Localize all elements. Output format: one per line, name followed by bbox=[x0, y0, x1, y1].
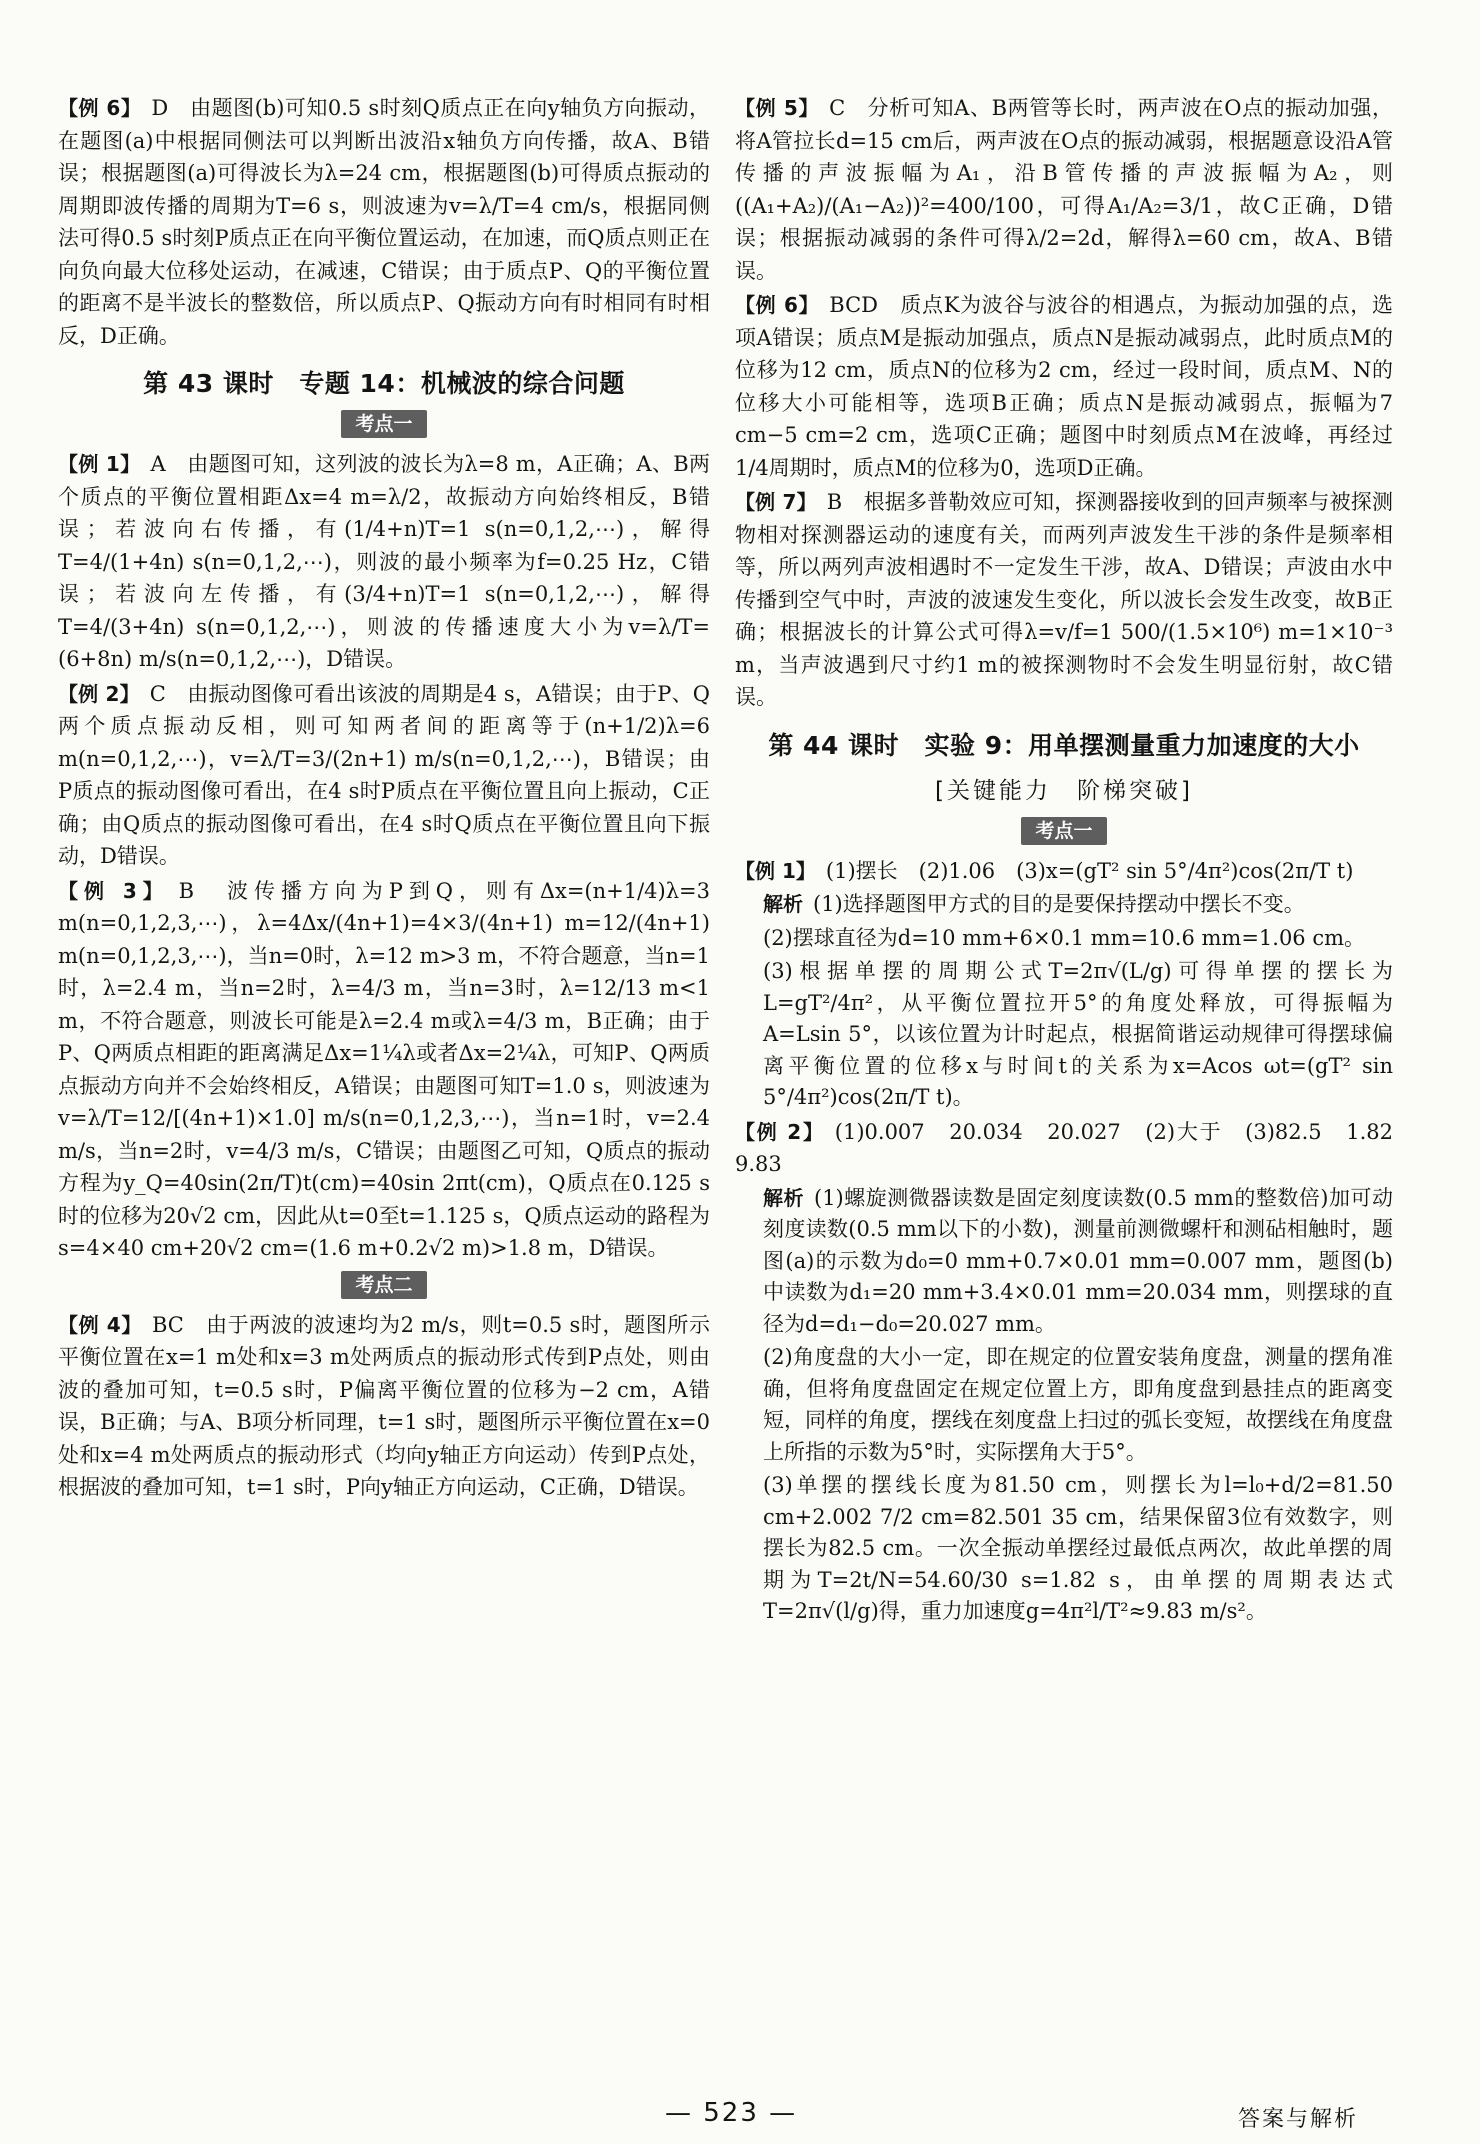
analysis-label: 解析 bbox=[763, 1185, 804, 1210]
lesson-43-title: 第 43 课时 专题 14：机械波的综合问题 bbox=[143, 369, 625, 398]
example-6-answer bbox=[58, 92, 710, 352]
analysis-text: (1)选择题图甲方式的目的是要保持摆动中摆长不变。 bbox=[813, 892, 1305, 916]
example-label: 【例 6】 bbox=[735, 293, 820, 317]
example-2-answer bbox=[735, 1116, 1414, 1181]
example-4-answer bbox=[58, 1309, 710, 1504]
example-7-answer bbox=[735, 486, 1393, 714]
example-label: 【例 1】 bbox=[58, 452, 141, 476]
example-5-answer bbox=[735, 92, 1393, 287]
example-text: B 波传播方向为P到Q，则有Δx=(n+1/4)λ=3 m(n=0,1,2,3,⋯)，λ=4Δx/(4n+1)=4×3/(4n+1) m=12/(4n+1) m(n=0,1,2,3,⋯)，当n=0时，λ=12 m>3 m，不符合题意，当n=1时，λ=2.4 m，当n=2时，λ=4/3 m，当n=3时，λ=12/13 m<1 m，不符合题意，则波长可能是λ=2.4 m或λ=4/3 m，B正确；由于P、Q两质点相距的距离满足Δx=1¼λ或者Δx=2¼λ，可知P、Q两质点振动方向并不会始终相反，A错误；由题图可知T=1.0 s，则波速为v=λ/T=12/[(4n+1)×1.0] m/s(n=0,1,2,3,⋯)，当n=1时，v=2.4 m/s，当n=2时，v=4/3 m/s，C错误；由题图乙可知，Q质点的振动方程为y_Q=40sin(2π/T)t(cm)=40sin 2πt(cm)，Q质点在0.125 s时的位移为20√2 cm，因此从t=0至t=1.125 s，Q质点运动的路程为s=4×40 cm+20√2 cm=(1.6 m+0.2√2 m)>1.8 m，D错误。 bbox=[58, 878, 711, 1260]
section-subtitle: [关键能力 阶梯突破] bbox=[935, 777, 1193, 804]
analysis-paragraph: (2)摆球直径为d=10 mm+6×0.1 mm=10.6 mm=1.06 cm。 bbox=[763, 925, 1366, 950]
lesson-44-title: 第 44 课时 实验 9：用单摆测量重力加速度的大小 bbox=[768, 730, 1360, 760]
example-label: 【例 6】 bbox=[58, 96, 142, 120]
example-6-answer bbox=[735, 289, 1393, 484]
example-text: D 由题图(b)可知0.5 s时刻Q质点正在向y轴负方向振动，在题图(a)中根据同侧法可以判断出波沿x轴负方向传播，故A、B错误；根据题图(a)可得波长为λ=24 cm，根据题图(b)可得质点振动的周期即波传播的周期为T=6 s，则波速为v=λ/T=4 cm/s，根据同侧法可得0.5 s时刻P质点正在向平衡位置运动，在加速，而Q质点则正在向负向最大位移处运动，在减速，C错误；由于质点P、Q的平衡位置的距离不是半波长的整数倍，所以质点P、Q振动方向有时相同有时相反，D正确。 bbox=[58, 96, 711, 348]
analysis-label: 解析 bbox=[763, 892, 803, 916]
example-text: B 根据多普勒效应可知，探测器接收到的回声频率与被探测物相对探测器运动的速度有关，而两列声波发生干涉的条件是频率相等，所以两列声波相遇时不一定发生干涉，故A、D错误；声波由水中传播到空气中时，声波的波速发生变化，所以波长会发生改变，故B正确；根据波长的计算公式可得λ=v/f=1 500/(1.5×10⁶) m=1×10⁻³ m，当声波遇到尺寸约1 m的被探测物时不会发生明显衍射，故C错误。 bbox=[735, 490, 1393, 709]
right-column bbox=[735, 92, 1414, 1630]
example-1-answer bbox=[735, 855, 1393, 888]
example-text: A 由题图可知，这列波的波长为λ=8 m，A正确；A、B两个质点的平衡位置相距Δx=4 m=λ/2，故振动方向始终相反，B错误；若波向右传播，有(1/4+n)T=1 s(n=0,1,2,⋯)，解得T=4/(1+4n) s(n=0,1,2,⋯)，则波的最小频率为f=0.25 Hz，C错误；若波向左传播，有(3/4+n)T=1 s(n=0,1,2,⋯)，解得T=4/(3+4n) s(n=0,1,2,⋯)，则波的传播速度大小为v=λ/T=(6+8n) m/s(n=0,1,2,⋯)，D错误。 bbox=[58, 452, 710, 671]
kaodian-badge: 考点一 bbox=[1021, 817, 1107, 845]
analysis-text: (1)螺旋测微器读数是固定刻度读数(0.5 mm的整数倍)加可动刻度读数(0.5 mm以下的小数)，测量前测微螺杆和测砧相触时，题图(a)的示数为d₀=0 mm+0.7×0.01 mm=0.007 mm，题图(b)中读数为d₁=20 mm+3.4×0.01 mm=20.034 mm，则摆球的直径为d=d₁−d₀=20.027 mm。 bbox=[763, 1185, 1393, 1336]
page-footer bbox=[0, 2098, 1480, 2132]
analysis-paragraph bbox=[763, 889, 1393, 921]
analysis-paragraph bbox=[763, 1183, 1393, 1341]
analysis-paragraph: (3)单摆的摆线长度为81.50 cm，则摆长为l=l₀+d/2=81.50 cm+2.002 7/2 cm=82.501 35 cm，结果保留3位有效数字，则摆长为82.5 cm。一次全振动单摆经过最低点两次，故此单摆的周期为T=2t/N=54.60/30 s=1.82 s，由单摆的周期表达式T=2π√(l/g)得，重力加速度g=4π²l/T²≈9.83 m/s²。 bbox=[763, 1473, 1393, 1623]
analysis-paragraph: (3)根据单摆的周期公式T=2π√(L/g)可得单摆的摆长为L=gT²/4π²，从平衡位置拉开5°的角度处释放，可得振幅为A=Lsin 5°，以该位置为计时起点，根据简谐运动规律可得摆球偏离平衡位置的位移x与时间t的关系为x=Acos ωt=(gT² sin 5°/4π²)cos(2π/T t)。 bbox=[763, 959, 1393, 1109]
running-title: 答案与解析 bbox=[1238, 2107, 1359, 2132]
example-text: C 分析可知A、B两管等长时，两声波在O点的振动加强，将A管拉长d=15 cm后，两声波在O点的振动减弱，根据题意设沿A管传播的声波振幅为A₁，沿B管传播的声波振幅为A₂，则((A₁+A₂)/(A₁−A₂))²=400/100，可得A₁/A₂=3/1，故C正确，D错误；根据振动减弱的条件可得λ/2=2d，解得λ=60 cm，故A、B错误。 bbox=[735, 96, 1393, 283]
example-text: BC 由于两波的波速均为2 m/s，则t=0.5 s时，题图所示平衡位置在x=1 m处和x=3 m处两质点的振动形式传到P点处，则由波的叠加可知，t=0.5 s时，P偏离平衡位置的位移为−2 cm，A错误，B正确；与A、B项分析同理，t=1 s时，题图所示平衡位置在x=0处和x=4 m处两质点的振动形式（均向y轴正方向运动）传到P点处，根据波的叠加可知，t=1 s时，P向y轴正方向运动，C正确，D错误。 bbox=[58, 1312, 710, 1499]
example-2-answer bbox=[58, 678, 710, 873]
example-text: BCD 质点K为波谷与波谷的相遇点，为振动加强的点，选项A错误；质点M是振动加强点，质点N是振动减弱点，此时质点M的位移为12 cm，质点N的位移为2 cm，经过一段时间，质点M、N的位移大小可能相等，选项B正确；质点N是振动减弱点，振幅为7 cm−5 cm=2 cm，选项C正确；题图中时刻质点M在波峰，再经过1/4周期时，质点M的位移为0，选项D正确。 bbox=[735, 293, 1393, 480]
example-1-answer bbox=[58, 448, 710, 676]
page-number: — 523 — bbox=[665, 2098, 798, 2128]
example-label: 【例 5】 bbox=[735, 96, 820, 120]
left-column bbox=[58, 92, 710, 1506]
example-label: 【例 4】 bbox=[58, 1312, 142, 1337]
example-text: (1)0.007 20.034 20.027 (2)大于 (3)82.5 1.82 9.83 bbox=[735, 1119, 1414, 1176]
example-label: 【例 1】 bbox=[735, 858, 816, 883]
kaodian-badge: 考点二 bbox=[341, 1271, 427, 1299]
example-label: 【例 3】 bbox=[58, 878, 169, 903]
example-label: 【例 2】 bbox=[58, 681, 140, 706]
example-label: 【例 2】 bbox=[735, 1119, 825, 1144]
analysis-paragraph: (2)角度盘的大小一定，即在规定的位置安装角度盘，测量的摆角准确，但将角度盘固定在规定位置上方，即角度盘到悬挂点的距离变短，同样的角度，摆线在刻度盘上扫过的弧长变短，故摆线在角度盘上所指的示数为5°时，实际摆角大于5°。 bbox=[763, 1345, 1393, 1464]
example-3-answer bbox=[58, 875, 710, 1265]
example-text: (1)摆长 (2)1.06 (3)x=(gT² sin 5°/4π²)cos(2π/T t) bbox=[825, 858, 1354, 883]
kaodian-badge: 考点一 bbox=[341, 410, 427, 438]
example-text: C 由振动图像可看出该波的周期是4 s，A错误；由于P、Q两个质点振动反相，则可知两者间的距离等于(n+1/2)λ=6 m(n=0,1,2,⋯)，v=λ/T=3/(2n+1) m/s(n=0,1,2,⋯)，B错误；由P质点的振动图像可看出，在4 s时P质点在平衡位置且向上振动，C正确；由Q质点的振动图像可看出，在4 s时Q质点在平衡位置且向下振动，D错误。 bbox=[58, 681, 710, 868]
example-label: 【例 7】 bbox=[735, 490, 817, 514]
